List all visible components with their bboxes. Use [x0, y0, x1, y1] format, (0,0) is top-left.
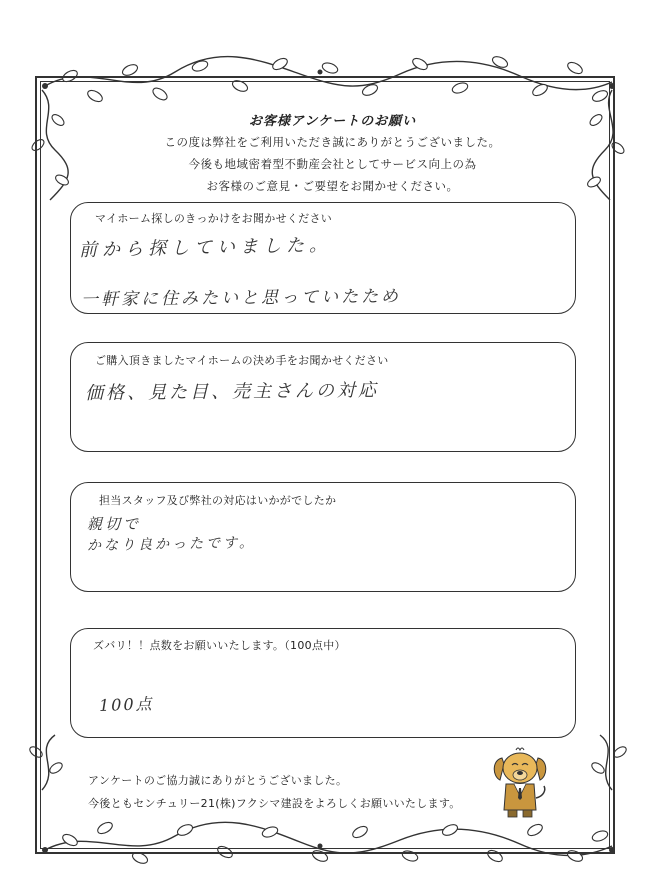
- dog-mascot-icon: [490, 740, 550, 820]
- footer-thanks-line: アンケートのご協力誠にありがとうございました。: [88, 774, 348, 787]
- question-label: ズバリ！！点数をお願いいたします。（100点中）: [93, 639, 346, 652]
- footer-company-line: 今後ともセンチュリー21(株)フクシマ建設をよろしくお願いいたします。: [88, 797, 461, 810]
- handwritten-answer: 前から探していました。: [78, 234, 333, 261]
- question-box-2: [70, 342, 576, 452]
- handwritten-answer: 価格、見た目、売主さんの対応: [84, 379, 380, 404]
- handwritten-answer: かなり良かったです。: [86, 535, 257, 554]
- question-label: マイホーム探しのきっかけをお聞かせください: [95, 212, 333, 225]
- intro-line-1: この度は弊社をご利用いただき誠にありがとうございました。: [164, 135, 501, 149]
- question-box-4: [70, 628, 576, 738]
- handwritten-answer: 親切で: [87, 515, 142, 533]
- question-label: 担当スタッフ及び弊社の対応はいかがでしたか: [99, 494, 337, 507]
- survey-title: お客様アンケートのお願い: [248, 114, 417, 129]
- intro-line-2: 今後も地域密着型不動産会社としてサービス向上の為: [188, 157, 477, 171]
- handwritten-answer: 100点: [98, 694, 154, 715]
- question-label: ご購入頂きましたマイホームの決め手をお聞かせください: [95, 354, 389, 367]
- question-box-1: [70, 202, 576, 314]
- question-box-3: [70, 482, 576, 592]
- handwritten-answer: 一軒家に住みたいと思っていたため: [80, 286, 402, 310]
- intro-line-3: お客様のご意見・ご要望をお聞かせください。: [206, 179, 459, 193]
